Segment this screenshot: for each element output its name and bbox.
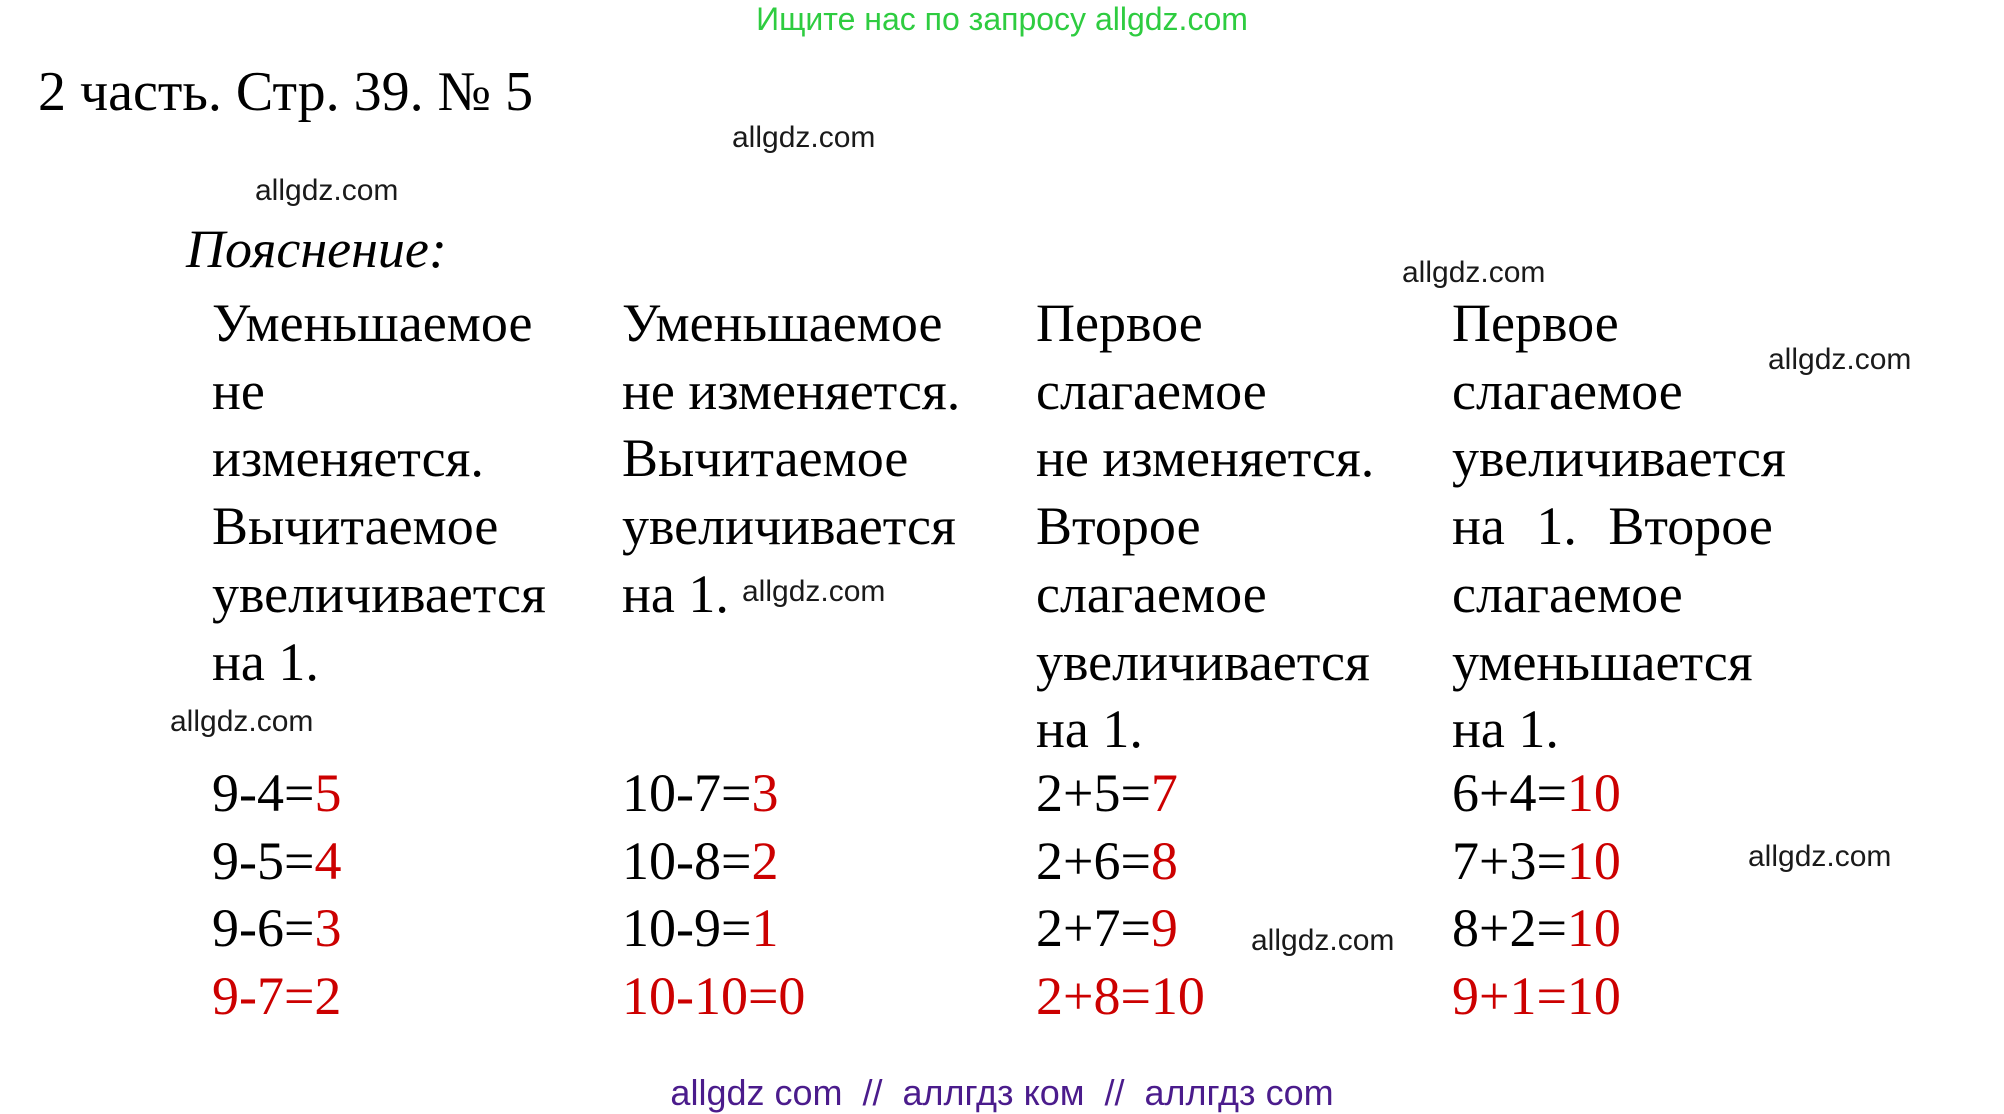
rule-text-col-3	[1036, 290, 1374, 764]
equation-answer: 7	[1150, 763, 1178, 823]
equation	[212, 895, 341, 963]
rule-line: не изменяется.	[622, 360, 961, 421]
rule-line: изменяется.	[212, 428, 484, 489]
rule-line: Вычитаемое	[212, 496, 499, 557]
equation	[1036, 963, 1205, 1031]
rule-line: увеличивается	[1452, 428, 1786, 489]
rule-line: слагаемое	[1036, 360, 1267, 421]
equation	[1036, 895, 1205, 963]
rule-line: слагаемое	[1452, 563, 1683, 624]
equation-answer: 9	[1150, 898, 1178, 959]
equation	[212, 828, 341, 896]
equation-answer: 2	[751, 830, 779, 891]
explanation-label: Пояснение:	[186, 219, 447, 279]
equation	[1452, 828, 1621, 896]
equation-answer: 10-10=0	[622, 966, 806, 1027]
equation-answer: 10	[1566, 898, 1621, 959]
equation-answer: 9-7=2	[212, 966, 342, 1027]
rule-line: уменьшается	[1452, 631, 1753, 692]
equation-expression: 7+3=	[1452, 830, 1567, 891]
page-title: 2 часть. Стр. 39. № 5	[38, 61, 534, 123]
watermark: allgdz.com	[1768, 343, 1912, 376]
rule-line: увеличивается	[1036, 631, 1370, 692]
rule-text-col-1	[212, 290, 546, 696]
rule-line: Уменьшаемое	[212, 293, 533, 353]
equation-answer: 3	[314, 898, 342, 959]
equation	[622, 963, 805, 1031]
equation-expression: 10-8=	[622, 830, 752, 891]
equation	[622, 828, 805, 896]
equation	[622, 760, 805, 828]
equation-expression: 9-4=	[212, 763, 315, 823]
equation	[1452, 963, 1621, 1031]
rule-line: на 1.	[1452, 699, 1559, 760]
equation-expression: 8+2=	[1452, 898, 1567, 959]
equation-expression: 10-9=	[622, 898, 752, 959]
rule-line: увеличивается	[212, 563, 546, 624]
equation	[1452, 760, 1621, 828]
equation-expression: 6+4=	[1452, 763, 1567, 823]
equation	[1036, 760, 1205, 828]
equations-col-1	[212, 760, 341, 1031]
equation-expression: 10-7=	[622, 763, 752, 823]
equation-expression: 2+5=	[1036, 763, 1151, 823]
equation-answer: 5	[314, 763, 342, 823]
bottom-banner: allgdz com // аллгдз ком // аллгдз com	[670, 1072, 1334, 1113]
rule-line: Первое	[1452, 293, 1619, 353]
rule-line: на 1.	[622, 563, 729, 624]
equation-expression: 2+7=	[1036, 898, 1151, 959]
rule-line: Вычитаемое	[622, 428, 909, 489]
rule-line: не	[212, 360, 265, 421]
rule-text-col-4	[1452, 290, 1786, 764]
rule-line: Уменьшаемое	[622, 293, 943, 353]
rule-line: Первое	[1036, 293, 1203, 353]
top-banner: Ищите нас по запросу allgdz.com	[756, 1, 1248, 37]
equation-answer: 1	[751, 898, 779, 959]
equation	[212, 963, 341, 1031]
equation-answer: 8	[1150, 830, 1178, 891]
rule-line: на 1.	[212, 631, 319, 692]
rule-line: слагаемое	[1452, 360, 1683, 421]
watermark: allgdz.com	[732, 121, 876, 154]
rule-line: не изменяется.	[1036, 428, 1375, 489]
equation	[1036, 828, 1205, 896]
equation-answer: 3	[751, 763, 779, 823]
equation	[622, 895, 805, 963]
rule-line: Второе	[1036, 496, 1201, 557]
equations-col-4	[1452, 760, 1621, 1031]
watermark: allgdz.com	[1748, 840, 1892, 873]
equation-answer: 10	[1566, 763, 1621, 823]
rule-line: увеличивается	[622, 496, 956, 557]
equations-col-2	[622, 760, 805, 1031]
watermark: allgdz.com	[255, 174, 399, 207]
equation-expression: 9-5=	[212, 830, 315, 891]
watermark: allgdz.com	[1402, 256, 1546, 289]
equation	[1452, 895, 1621, 963]
equation-expression: 9-6=	[212, 898, 315, 959]
equations-col-3	[1036, 760, 1205, 1031]
equation-answer: 9+1=10	[1452, 966, 1621, 1027]
rule-line: на 1. Второе	[1452, 496, 1773, 557]
equation-answer: 4	[314, 830, 342, 891]
rule-line: на 1.	[1036, 699, 1143, 760]
equation-answer: 10	[1566, 830, 1621, 891]
watermark: allgdz.com	[170, 705, 314, 738]
equation-answer: 2+8=10	[1036, 966, 1205, 1027]
rule-line: слагаемое	[1036, 563, 1267, 624]
watermark: allgdz.com	[742, 575, 886, 608]
watermark: allgdz.com	[1251, 924, 1395, 957]
equation	[212, 760, 341, 828]
equation-expression: 2+6=	[1036, 830, 1151, 891]
